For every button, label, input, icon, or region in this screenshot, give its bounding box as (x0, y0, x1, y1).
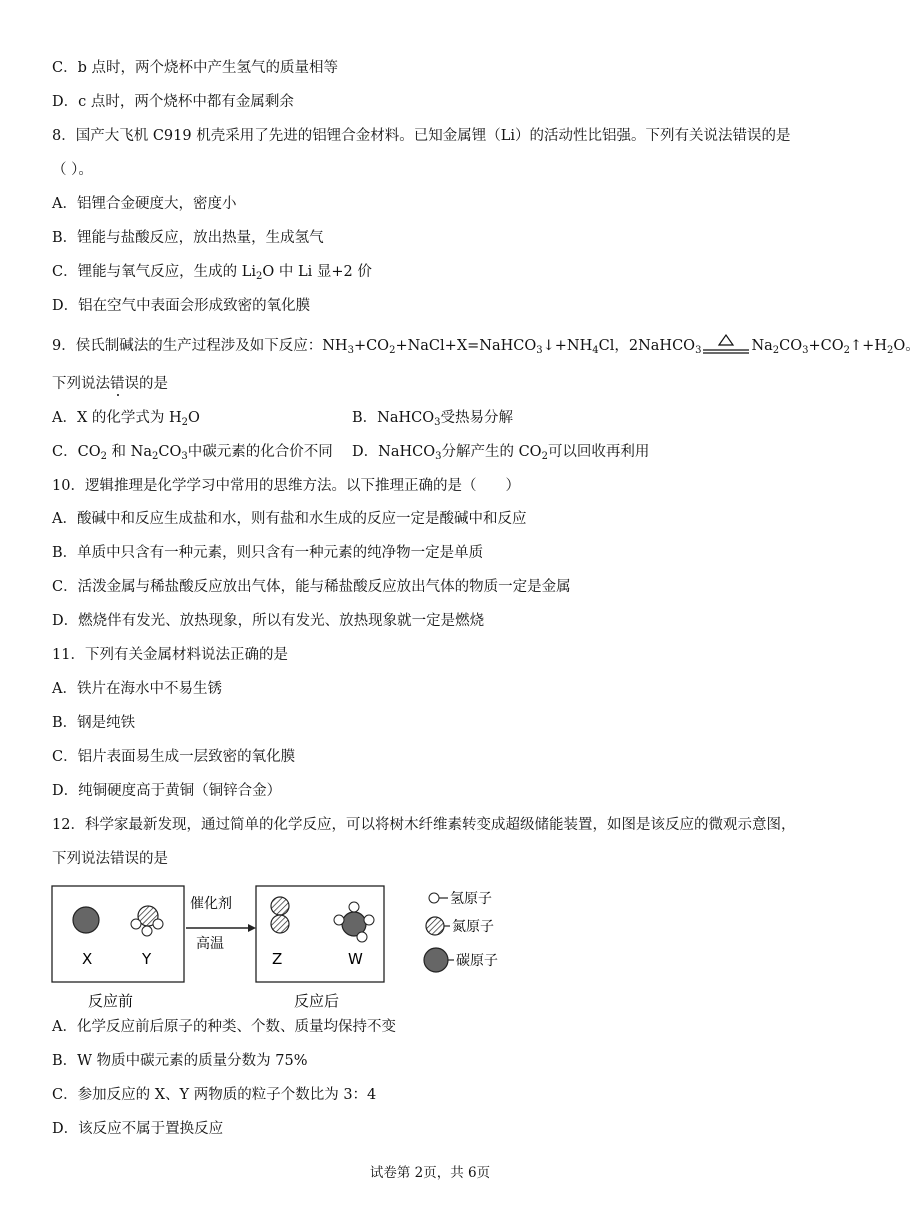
q8-option-b: B．锂能与盐酸反应，放出热量，生成氢气 (52, 230, 324, 246)
q10-option-a: A．酸碱中和反应生成盐和水，则有盐和水生成的反应一定是酸碱中和反应 (52, 511, 527, 527)
svg-text:氢原子: 氢原子 (450, 891, 492, 907)
q9-option-c: C．$CO_2$ 和 $Na_2CO_3$中碳元素的化合价不同 (52, 444, 333, 462)
q11-option-b: B．钢是纯铁 (52, 715, 136, 731)
q12-stem: 12．科学家最新发现，通过简单的化学反应，可以将树木纤维素转变成超级储能装置，如图是该反应的微观示意图， (52, 817, 796, 833)
carbon-atom-x (73, 907, 99, 933)
q12-option-c: C．参加反应的 X、Y 两物质的粒子个数比为 3：4 (52, 1087, 377, 1103)
q12-stem-cont: 下列说法错误的是 (52, 851, 168, 867)
svg-text:氮原子: 氮原子 (452, 919, 494, 935)
q8-stem-cont: （ ）。 (52, 162, 93, 178)
page-footer: 试卷第 2页，共 6页 (369, 1165, 491, 1181)
arrow-head (248, 924, 256, 932)
q11-option-c: C．铝片表面易生成一层致密的氧化膜 (52, 749, 296, 765)
catalyst-label: 催化剂 (190, 896, 232, 912)
condition-label: 高温 (196, 936, 224, 952)
q10-option-d: D．燃烧伴有发光、放热现象，所以有发光、放热现象就一定是燃烧 (52, 613, 485, 629)
q12-option-a: A．化学反应前后原子的种类、个数、质量均保持不变 (52, 1019, 396, 1035)
label-w: W (348, 950, 363, 968)
q12-option-b: B．W 物质中碳元素的质量分数为 75% (52, 1053, 308, 1069)
q11-stem: 11．下列有关金属材料说法正确的是 (52, 647, 288, 663)
label-before: 反应前 (88, 992, 134, 1010)
svg-text:碳原子: 碳原子 (456, 953, 498, 969)
label-after: 反应后 (294, 992, 340, 1010)
q8-stem: 8．国产大飞机 C919 机壳采用了先进的铝锂合金材料。已知金属锂（Li）的活动性比铝强。下列有关说法错误的是 (52, 128, 791, 144)
q11-option-a: A．铁片在海水中不易生锈 (52, 681, 222, 697)
q7-option-d: D．c 点时，两个烧杯中都有金属剩余 (52, 94, 294, 110)
legend-carbon (424, 948, 498, 972)
label-x: X (82, 950, 93, 968)
q8-option-c: C．锂能与氧气反应，生成的 $Li_2O$ 中 Li 显+2 价 (52, 264, 372, 282)
q10-stem: 10．逻辑推理是化学学习中常用的思维方法。以下推理正确的是（ ） (52, 478, 520, 494)
q9-stem-cont: 下列说法错误的是 (52, 376, 168, 392)
q10-option-b: B．单质中只含有一种元素，则只含有一种元素的纯净物一定是单质 (52, 545, 484, 561)
reaction-micro-diagram (52, 884, 532, 1010)
label-y: Y (142, 950, 152, 968)
q12-option-d: D．该反应不属于置换反应 (52, 1121, 224, 1137)
q9-option-b: B．NaHCO$_3$受热易分解 (352, 410, 513, 428)
label-z: Z (272, 950, 283, 968)
q9-stem: 9．侯氏制碱法的生产过程涉及如下反应：$NH_3+CO_2+NaCl+X=NaHCO_3↓+NH_4Cl$，2NaHCO$_3$ $Na_2CO_3+CO_2↑+H_2O$。 (52, 336, 920, 356)
q8-option-a: A．铝锂合金硬度大，密度小 (52, 196, 237, 212)
q8-option-d: D．铝在空气中表面会形成致密的氧化膜 (52, 298, 311, 314)
before-box (52, 886, 184, 982)
q7-option-c: C．b 点时，两个烧杯中产生氢气的质量相等 (52, 60, 338, 76)
legend-nitrogen (426, 917, 494, 935)
q11-option-d: D．纯铜硬度高于黄铜（铜锌合金） (52, 783, 282, 799)
heating-condition-sign (703, 336, 749, 356)
q9-option-a: A．X 的化学式为 $H_2O$ (52, 410, 200, 428)
legend-hydrogen (429, 891, 492, 907)
q10-option-c: C．活泼金属与稀盐酸反应放出气体，能与稀盐酸反应放出气体的物质一定是金属 (52, 579, 571, 595)
q9-option-d: D．NaHCO$_3$分解产生的 $CO_2$可以回收再利用 (352, 444, 650, 462)
